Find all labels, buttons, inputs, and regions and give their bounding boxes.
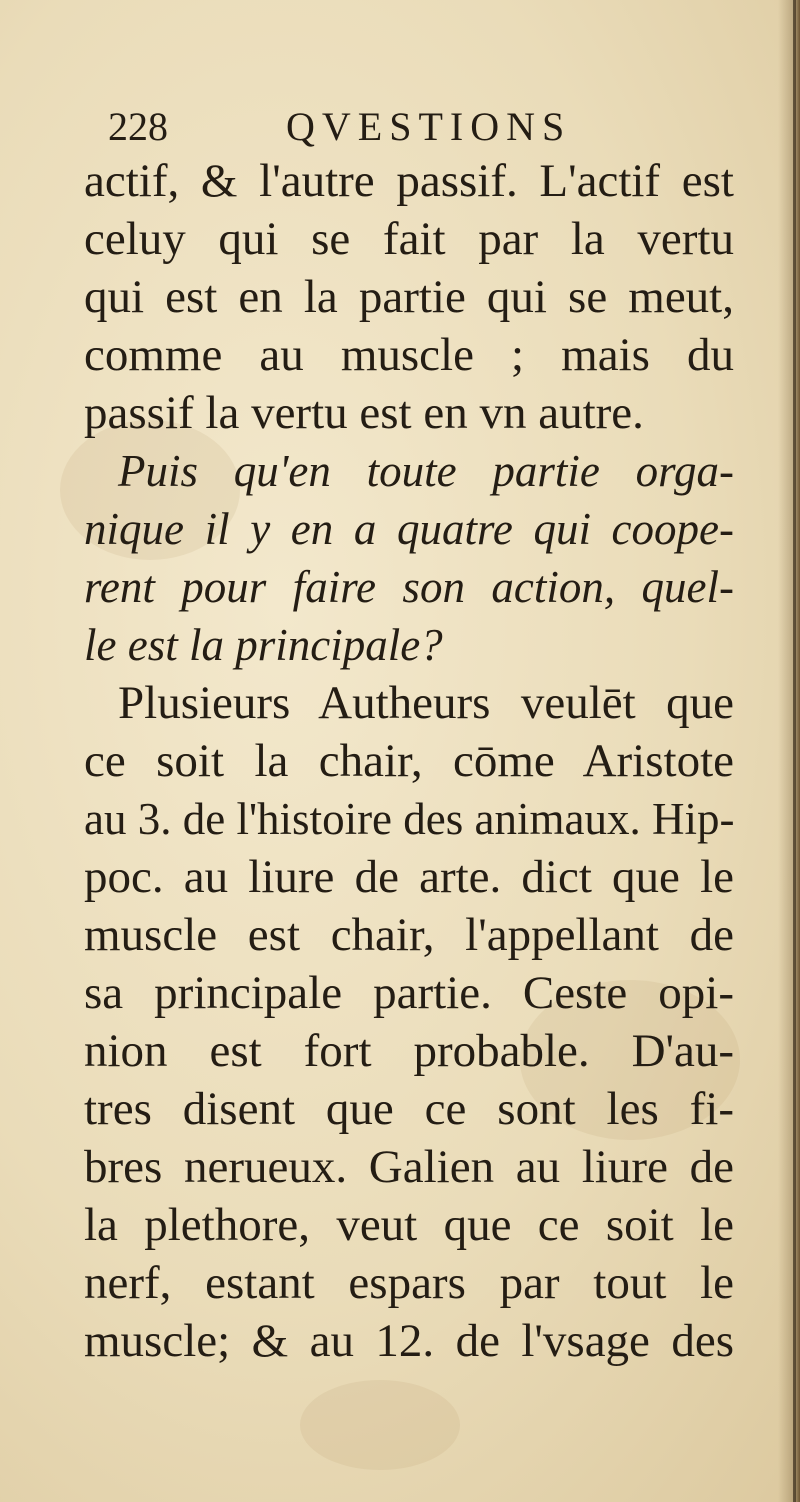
text-line: passif la vertu est en vn autre.	[84, 387, 644, 439]
text-line: muscle; & au 12. de l'vsage des	[84, 1315, 734, 1367]
text-line: ce soit la chair, cōme Aristote	[84, 735, 734, 787]
text-line: nion est fort probable. D'au-	[84, 1025, 734, 1077]
running-title: QVESTIONS	[286, 104, 572, 149]
question-line: rent pour faire son action, quel-	[84, 562, 734, 612]
page-edge-shadow	[778, 0, 800, 1502]
body-text	[84, 152, 734, 1370]
page-edge-line	[793, 0, 796, 1502]
text-line: actif, & l'autre passif. L'actif est	[84, 155, 734, 207]
text-line: Plusieurs Autheurs veulēt que	[118, 677, 734, 729]
text-line: nerf, estant espars par tout le	[84, 1257, 734, 1309]
text-line: poc. au liure de arte. dict que le	[84, 851, 734, 903]
text-line: tres disent que ce sont les fi-	[84, 1083, 734, 1135]
text-line: qui est en la partie qui se meut,	[84, 271, 734, 323]
question-line: Puis qu'en toute partie orga-	[118, 446, 734, 496]
page-number: 228	[108, 104, 168, 149]
text-line: la plethore, veut que ce soit le	[84, 1199, 734, 1251]
text-line: celuy qui se fait par la vertu	[84, 213, 734, 265]
text-line: au 3. de l'histoire des animaux. Hip-	[84, 794, 735, 844]
text-line: sa principale partie. Ceste opi-	[84, 967, 734, 1019]
text-line: comme au muscle ; mais du	[84, 329, 734, 381]
page-header	[108, 102, 708, 152]
question-line: le est la principale?	[84, 620, 443, 670]
question-line: nique il y en a quatre qui coope-	[84, 504, 734, 554]
text-line: muscle est chair, l'appellant de	[84, 909, 734, 961]
paper-stain	[300, 1380, 460, 1470]
text-line: bres nerueux. Galien au liure de	[84, 1141, 734, 1193]
